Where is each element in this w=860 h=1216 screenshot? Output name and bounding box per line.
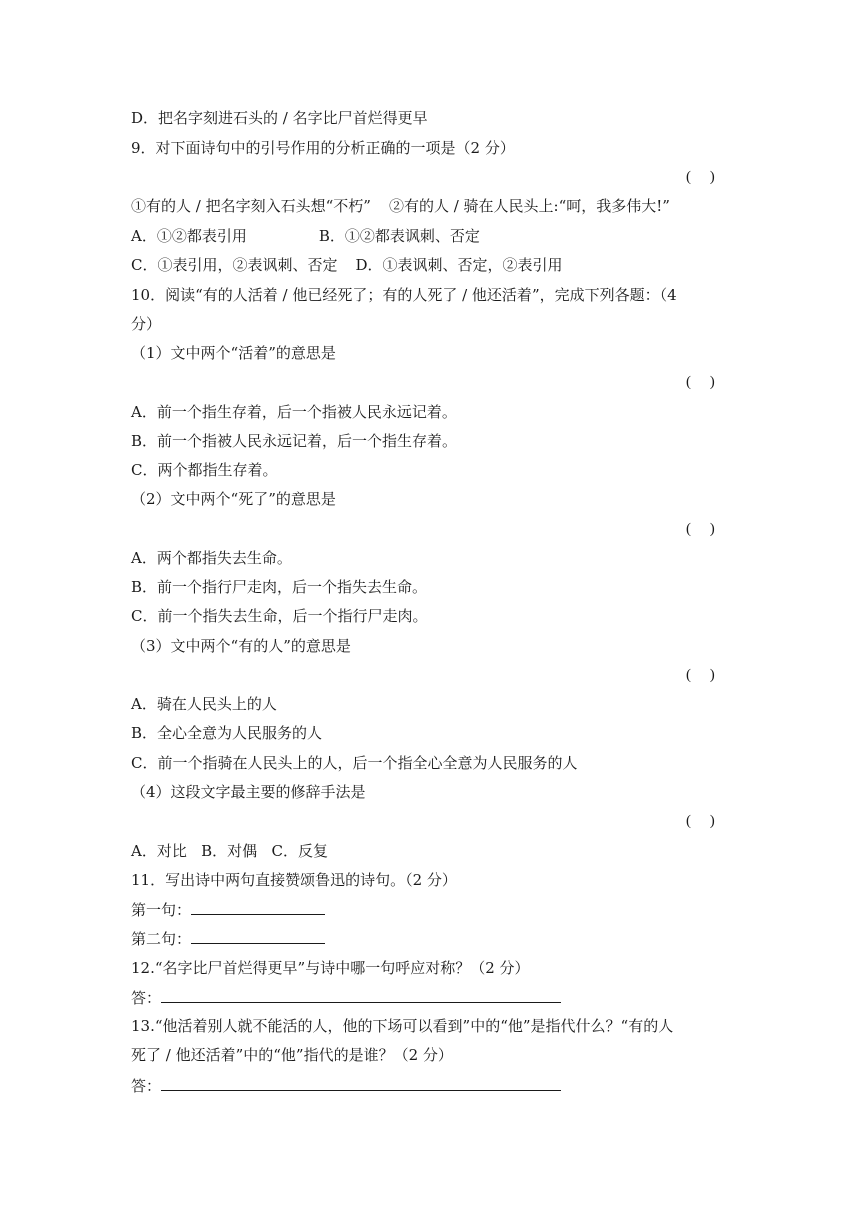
q10-4-options[interactable]: A．对比 B．对偶 C．反复 xyxy=(131,842,328,860)
q12-answer-blank[interactable] xyxy=(161,987,561,1003)
q9-options-cd xyxy=(131,255,563,275)
q12-stem: 12.“名字比尸首烂得更早”与诗中哪一句呼应对称？（2 分） xyxy=(131,959,530,977)
q10-4-stem: （4）这段文字最主要的修辞手法是 xyxy=(131,783,366,801)
q13-answer-label: 答： xyxy=(131,1077,162,1095)
q13-answer xyxy=(131,1075,561,1096)
q9-option-c[interactable]: C．①表引用，②表讽刺、否定 xyxy=(131,256,338,274)
q9-quotes xyxy=(131,196,670,216)
q10-2-option-a[interactable]: A．两个都指失去生命。 xyxy=(131,549,292,567)
q9-option-a[interactable]: A．①②都表引用 xyxy=(131,227,247,245)
q10-1-stem: （1）文中两个“活着”的意思是 xyxy=(131,344,336,362)
q10-1-option-c[interactable]: C．两个都指生存着。 xyxy=(131,461,278,479)
q8-option-d: D．把名字刻进石头的 / 名字比尸首烂得更早 xyxy=(131,109,428,127)
q10-1-option-a[interactable]: A．前一个指生存着，后一个指被人民永远记着。 xyxy=(131,403,457,421)
q9-quote-1: ①有的人 / 把名字刻入石头想“不朽” xyxy=(131,197,371,215)
q10-1-option-b[interactable]: B．前一个指被人民永远记着，后一个指生存着。 xyxy=(131,432,458,450)
q11-line1-answer-blank[interactable] xyxy=(191,899,325,915)
q9-options-ab xyxy=(131,226,480,246)
q13-answer-blank[interactable] xyxy=(161,1075,561,1091)
q10-stem-line2: 分） xyxy=(131,315,162,333)
q11-line2-label: 第二句： xyxy=(131,930,192,948)
q11-line2-answer-blank[interactable] xyxy=(191,928,325,944)
q11-line2 xyxy=(131,928,325,949)
q10-2-stem: （2）文中两个“死了”的意思是 xyxy=(131,490,336,508)
q10-3-stem: （3）文中两个“有的人”的意思是 xyxy=(131,637,351,655)
q10-2-answer-paren[interactable]: ( ) xyxy=(686,521,715,537)
q10-2-option-c[interactable]: C．前一个指失去生命，后一个指行尸走肉。 xyxy=(131,607,428,625)
q9-option-d[interactable]: D．①表讽刺、否定，②表引用 xyxy=(355,256,563,274)
q9-stem: 9．对下面诗句中的引号作用的分析正确的一项是（2 分） xyxy=(131,139,515,157)
q9-answer-paren[interactable]: ( ) xyxy=(686,169,715,185)
q10-3-option-c[interactable]: C．前一个指骑在人民头上的人，后一个指全心全意为人民服务的人 xyxy=(131,754,578,772)
q11-line1 xyxy=(131,899,325,920)
q11-line1-label: 第一句： xyxy=(131,901,192,919)
q11-stem: 11．写出诗中两句直接赞颂鲁迅的诗句。（2 分） xyxy=(131,871,457,889)
q13-stem-line1: 13.“他活着别人就不能活的人，他的下场可以看到”中的“他”是指代什么？“有的人 xyxy=(131,1017,674,1035)
q10-3-answer-paren[interactable]: ( ) xyxy=(686,667,715,683)
q10-1-answer-paren[interactable]: ( ) xyxy=(686,374,715,390)
q12-answer-label: 答： xyxy=(131,989,162,1007)
q10-3-option-a[interactable]: A．骑在人民头上的人 xyxy=(131,695,277,713)
q10-4-answer-paren[interactable]: ( ) xyxy=(686,813,715,829)
q10-2-option-b[interactable]: B．前一个指行尸走肉，后一个指失去生命。 xyxy=(131,578,428,596)
q10-stem-line1: 10．阅读“有的人活着 / 他已经死了；有的人死了 / 他还活着”，完成下列各题：（4 xyxy=(131,286,677,304)
q12-answer xyxy=(131,987,561,1008)
q10-3-option-b[interactable]: B．全心全意为人民服务的人 xyxy=(131,724,323,742)
q13-stem-line2: 死了 / 他还活着”中的“他”指代的是谁？（2 分） xyxy=(131,1046,453,1064)
q9-quote-2: ②有的人 / 骑在人民头上:“呵，我多伟大!” xyxy=(388,197,670,215)
q9-option-b[interactable]: B．①②都表讽刺、否定 xyxy=(318,227,480,245)
